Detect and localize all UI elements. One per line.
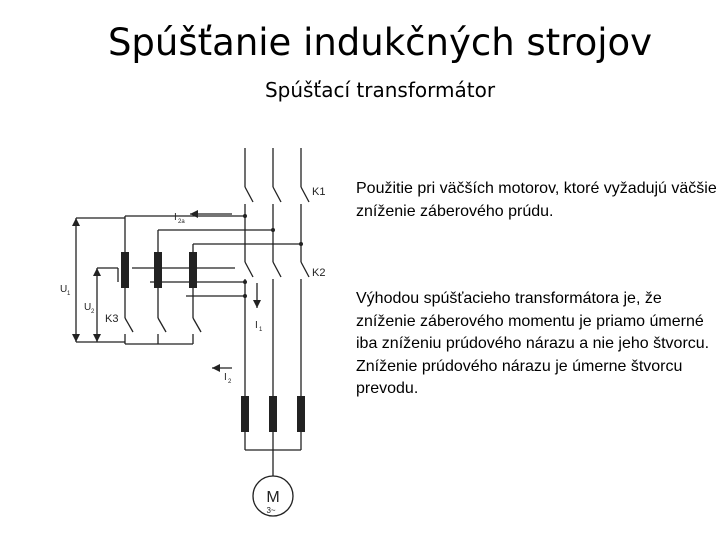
i1-subscript: 1 xyxy=(259,327,263,333)
i2a-subscript: 2a xyxy=(178,219,185,225)
i2-subscript: 2 xyxy=(228,379,232,385)
motor-label: M xyxy=(266,489,280,506)
k2-label: K2 xyxy=(312,267,326,279)
i2a-label: I xyxy=(174,212,177,223)
slide-title: Spúšťanie indukčných strojov xyxy=(107,21,653,64)
k1-label: K1 xyxy=(312,186,326,198)
body-paragraph-usage: Použitie pri väčších motorov, ktoré vyžadujú väčšie zníženie záberového prúdu. xyxy=(356,180,717,220)
motor-phase-label: 3~ xyxy=(266,506,276,515)
u2-subscript: 2 xyxy=(91,309,95,315)
u1-label: U xyxy=(60,284,68,295)
i1-label: I xyxy=(255,320,258,331)
body-paragraph-advantage: Výhodou spúšťacieho transformátora je, že zníženie záberového momentu je priamo úmerné iba zníženiu prúdového nárazu a nie jeho štvorcu. Zníženie prúdového nárazu je úmerne štvorcu prevodu. xyxy=(356,290,710,397)
k3-label: K3 xyxy=(105,313,119,325)
slide-subtitle: Spúšťací transformátor xyxy=(264,78,496,102)
u2-label: U xyxy=(84,302,92,313)
u1-subscript: 1 xyxy=(67,291,71,297)
i2-label: I xyxy=(224,372,227,383)
